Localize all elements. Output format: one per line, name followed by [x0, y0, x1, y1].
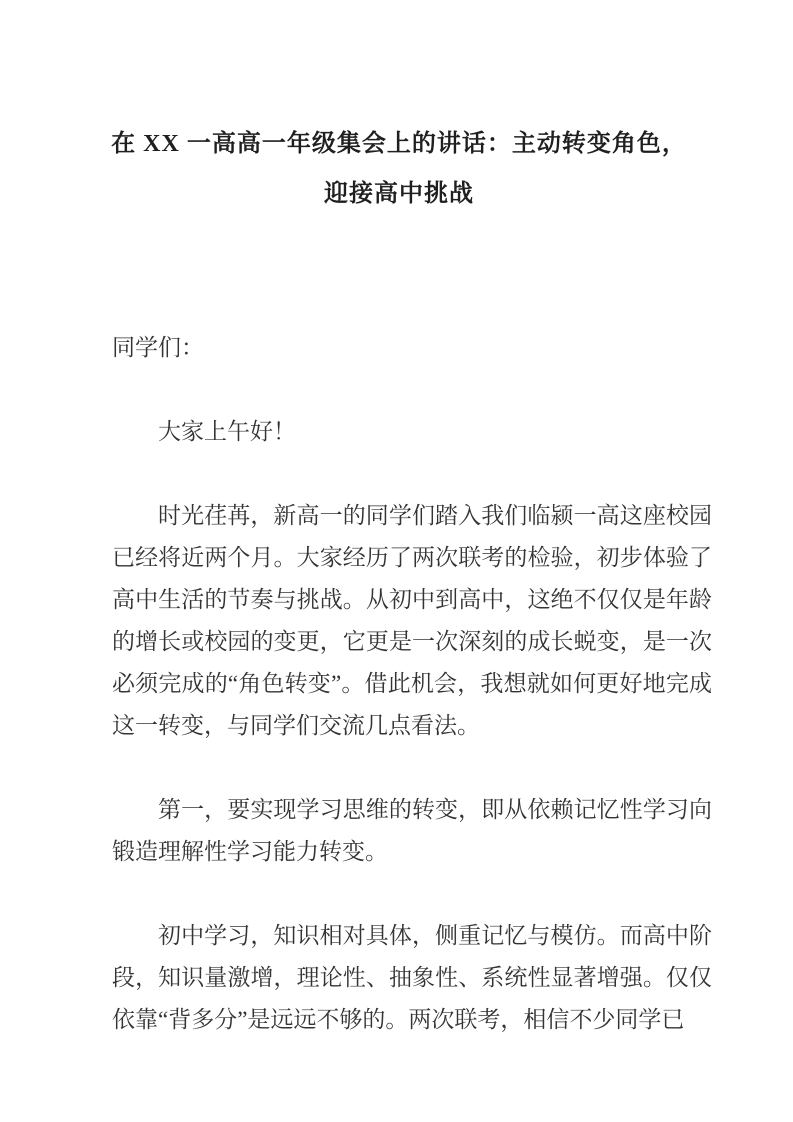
- paragraph-intro: 时光荏苒，新高一的同学们踏入我们临颍一高这座校园已经将近两个月。大家经历了两次联考的检验，初步体验了高中生活的节奏与挑战。从初中到高中，这绝不仅仅是年龄的增长或校园的变更，它更是一次深刻的成长蜕变，是一次必须完成的“角色转变”。借此机会，我想就如何更好地完成这一转变，与同学们交流几点看法。: [112, 503, 712, 738]
- document-title-line-2: 迎接高中挑战: [324, 181, 474, 207]
- paragraph-salutation: 同学们：: [112, 335, 204, 360]
- paragraph-point-one-heading: 第一，要实现学习思维的转变，即从依赖记忆性学习向锻造理解性学习能力转变。: [112, 797, 712, 864]
- document-title-line-1: 在 XX 一高高一年级集会上的讲话：主动转变角色，: [111, 131, 687, 157]
- document-body: [112, 327, 712, 1041]
- paragraph-greeting: 大家上午好！: [158, 419, 296, 444]
- document-title: [86, 119, 712, 219]
- paragraph-point-one-detail: 初中学习，知识相对具体，侧重记忆与模仿。而高中阶段，知识量激增，理论性、抽象性、系统性显著增强。仅仅依靠“背多分”是远远不够的。两次联考，相信不少同学已: [112, 923, 712, 1032]
